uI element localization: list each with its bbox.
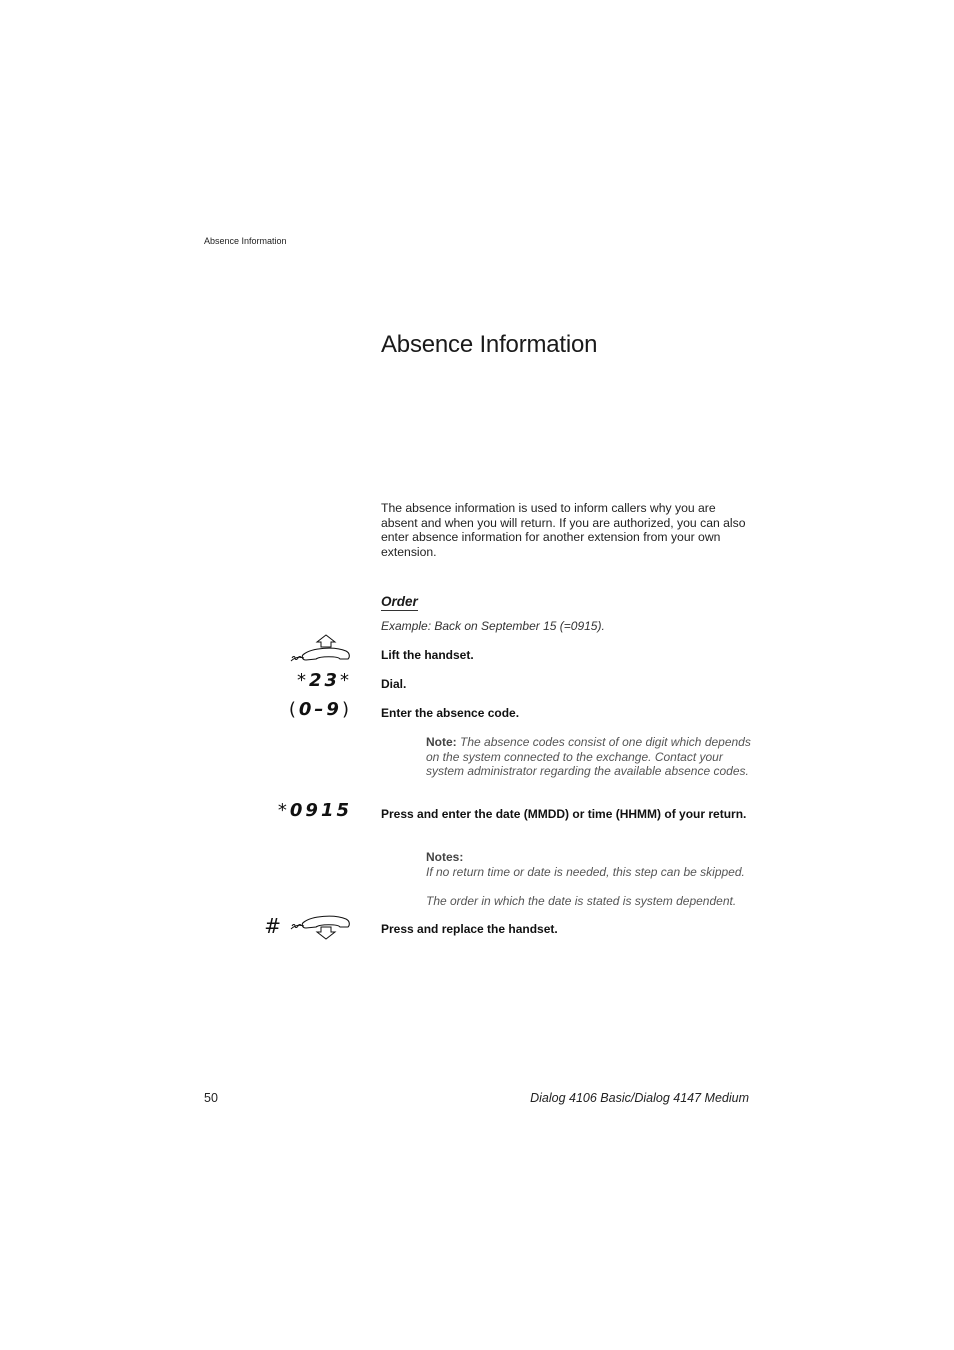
running-header: Absence Information <box>204 236 287 246</box>
page-number: 50 <box>204 1091 218 1105</box>
step-lift-handset: Lift the handset. <box>381 648 474 662</box>
section-heading-order: Order <box>381 594 418 609</box>
notes-date-time <box>426 850 756 908</box>
note-line-order: The order in which the date is stated is system dependent. <box>426 893 737 908</box>
step-replace-handset: Press and replace the handset. <box>381 922 558 936</box>
step-enter-date-time: Press and enter the date (MMDD) or time (HHMM) of your return. <box>381 807 747 821</box>
example-text: Example: Back on September 15 (=0915). <box>381 619 605 633</box>
note-label: Note: <box>426 735 457 749</box>
star-key-icon: * <box>277 800 290 821</box>
star-key-icon: * <box>296 670 309 691</box>
note-line-skip: If no return time or date is needed, this step can be skipped. <box>426 864 745 879</box>
notes-label: Notes: <box>426 850 464 864</box>
star-key-icon: * <box>340 670 352 691</box>
note-absence-codes: Note: The absence codes consist of one digit which depends on the system connected to the exchange. Contact your system administrator regarding the available absence codes. <box>426 735 751 778</box>
step-enter-absence-code: Enter the absence code. <box>381 706 520 720</box>
intro-paragraph: The absence information is used to inform callers why you are absent and when you will return. If you are authorized, you can also enter absence information for another extension from your own extension. <box>381 501 746 559</box>
hash-key-icon: # <box>264 914 284 938</box>
dial-code-star-0915: *0915 <box>277 800 352 821</box>
step-dial: Dial. <box>381 677 407 691</box>
replace-handset-icon <box>288 912 352 942</box>
dial-code-star-23-star: *23* <box>296 670 352 691</box>
absence-code-range: (0–9) <box>288 699 352 720</box>
page-title: Absence Information <box>381 331 598 358</box>
product-name: Dialog 4106 Basic/Dialog 4147 Medium <box>530 1091 749 1105</box>
lift-handset-icon <box>288 634 352 664</box>
